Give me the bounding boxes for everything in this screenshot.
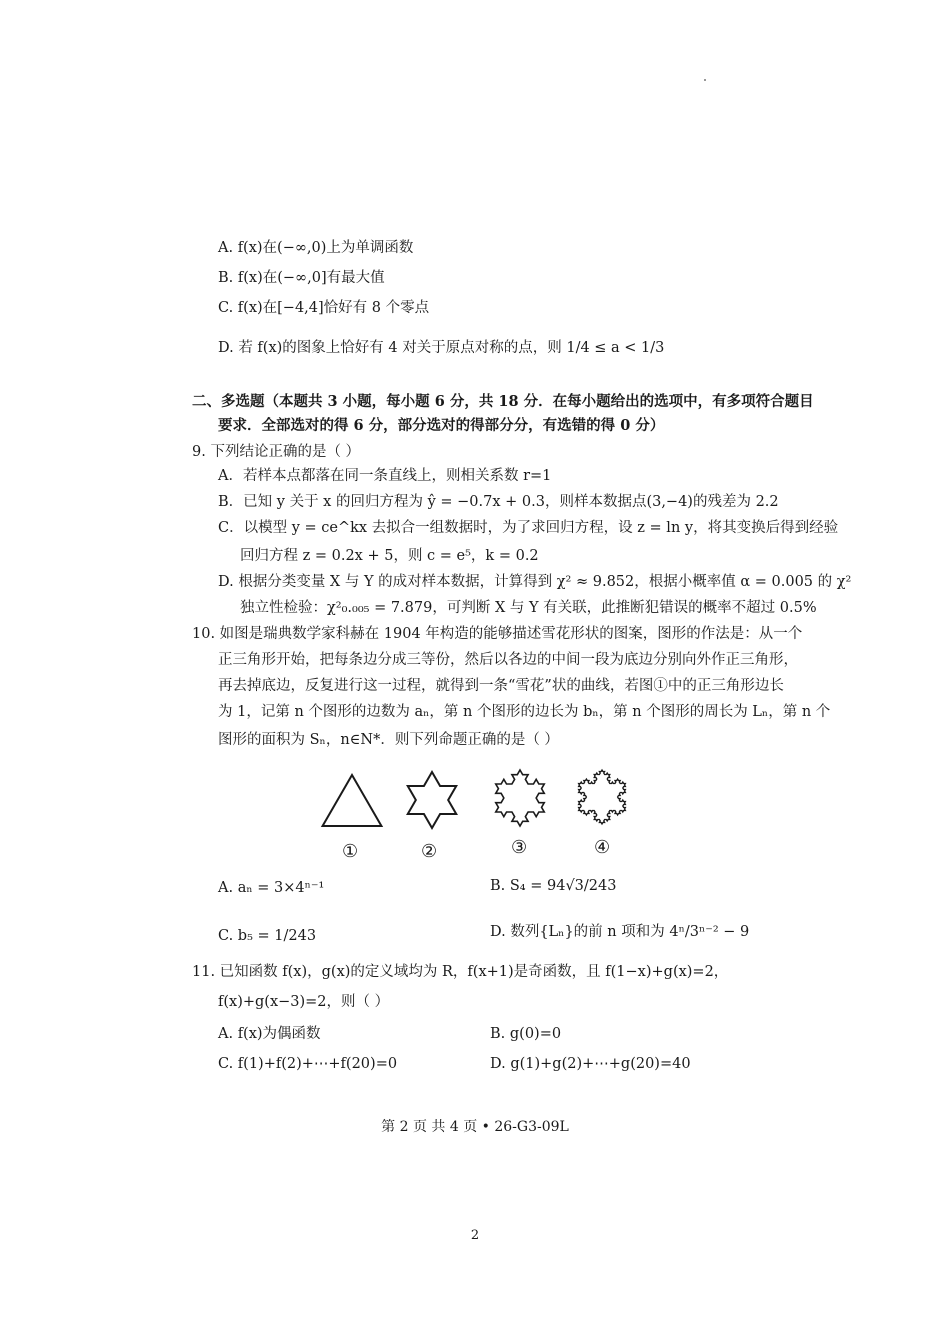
section2-heading-line2: 要求．全部选对的得 6 分，部分选对的得部分分，有选错的得 0 分） — [218, 417, 665, 434]
q9-option-c-line2: 回归方程 z = 0.2x + 5，则 c = e⁵，k = 0.2 — [240, 548, 539, 564]
q8-option-d: D. 若 f(x)的图象上恰好有 4 对关于原点对称的点，则 1/4 ≤ a < 1/3 — [218, 340, 665, 356]
q11-stem-line2: f(x)+g(x−3)=2，则（ ） — [218, 994, 390, 1010]
q9-option-a: A．若样本点都落在同一条直线上，则相关系数 r=1 — [218, 468, 552, 484]
q10-option-b: B. S₄ = 94√3/243 — [490, 878, 617, 894]
q11-option-c: C. f(1)+f(2)+⋯+f(20)=0 — [218, 1056, 398, 1072]
q10-option-a: A. aₙ = 3×4ⁿ⁻¹ — [218, 880, 325, 896]
figure-label-3: ③ — [511, 837, 528, 858]
q10-stem-line5: 图形的面积为 Sₙ，n∈N*．则下列命题正确的是（ ） — [218, 732, 559, 748]
q11-stem-line1: 11. 已知函数 f(x)，g(x)的定义域均为 R，f(x+1)是奇函数，且 f(1−x)+g(x)=2， — [192, 964, 729, 980]
q11-option-a: A. f(x)为偶函数 — [218, 1026, 321, 1042]
q9-stem: 9. 下列结论正确的是（ ） — [192, 444, 361, 460]
koch-figure-3-snowflake — [496, 770, 545, 826]
figure-label-4: ④ — [594, 837, 611, 858]
q8-option-a: A. f(x)在(−∞,0)上为单调函数 — [218, 240, 414, 256]
q10-stem-line4: 为 1，记第 n 个图形的边数为 aₙ，第 n 个图形的边长为 bₙ，第 n 个图形的周长为 Lₙ，第 n 个 — [218, 704, 831, 720]
q9-option-d-line1: D. 根据分类变量 X 与 Y 的成对样本数据，计算得到 χ² ≈ 9.852，根据小概率值 α = 0.005 的 χ² — [218, 574, 852, 590]
q9-option-d-line2: 独立性检验：χ²₀.₀₀₅ = 7.879，可判断 X 与 Y 有关联，此推断犯错误的概率不超过 0.5% — [240, 600, 817, 616]
section2-heading-line1: 二、多选题（本题共 3 小题，每小题 6 分，共 18 分．在每小题给出的选项中，有多项符合题目 — [192, 393, 814, 410]
q10-stem-line1: 10. 如图是瑞典数学家科赫在 1904 年构造的能够描述雪花形状的图案，图形的作法是：从一个 — [192, 626, 803, 642]
q8-option-b: B. f(x)在(−∞,0]有最大值 — [218, 270, 385, 286]
q10-option-d: D. 数列{Lₙ}的前 n 项和为 4ⁿ/3ⁿ⁻² − 9 — [490, 924, 750, 940]
scan-speck — [704, 79, 706, 81]
q11-option-d: D. g(1)+g(2)+⋯+g(20)=40 — [490, 1056, 691, 1072]
page-number: 2 — [470, 1228, 480, 1243]
q10-stem-line2: 正三角形开始，把每条边分成三等份，然后以各边的中间一段为底边分别向外作正三角形， — [218, 652, 798, 668]
q8-option-c: C. f(x)在[−4,4]恰好有 8 个零点 — [218, 300, 430, 316]
q10-stem-line3: 再去掉底边，反复进行这一过程，就得到一条“雪花”状的曲线，若图①中的正三角形边长 — [218, 678, 784, 694]
koch-figure-2-star — [408, 772, 457, 828]
figure-label-1: ① — [342, 841, 359, 862]
koch-figure-1-triangle — [323, 775, 382, 826]
q9-option-b: B．已知 y 关于 x 的回归方程为 ŷ = −0.7x + 0.3，则样本数据点(3,−4)的残差为 2.2 — [218, 494, 779, 510]
figure-label-2: ② — [421, 841, 438, 862]
q9-option-c-line1: C．以模型 y = ce^kx 去拟合一组数据时，为了求回归方程，设 z = ln y，将其变换后得到经验 — [218, 520, 839, 536]
koch-figure-4-snowflake — [579, 770, 626, 824]
q10-option-c: C. b₅ = 1/243 — [218, 928, 317, 944]
page-footer: 第 2 页 共 4 页 • 26-G3-09L — [381, 1119, 569, 1135]
q11-option-b: B. g(0)=0 — [490, 1026, 562, 1042]
